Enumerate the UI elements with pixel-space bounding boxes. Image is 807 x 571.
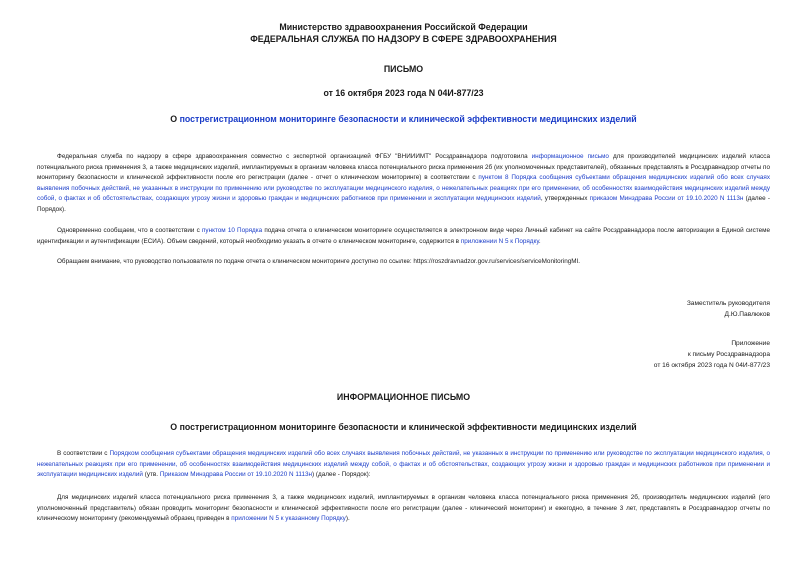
order-procedure-link[interactable]: Порядком сообщения субъектами обращения медицинских изделий обо всех случаях выявления побочных действий, не указанных в инструкции по применению или руководстве по эксплуатации медицинского изделия, о нежелательных реакциях при его применении, об особенностях взаимодействия медицинских изделий между собой, о фактах и об обстоятельствах, создающих угрозу жизни и здоровью граждан и медицинских работников при применении и эксплуатации медицинских изделий	[37, 450, 770, 479]
info-paragraph-2: Для медицинских изделий класса потенциального риска применения 3, а также медицинских изделий, имплантируемых в организм человека класса потенциального риска применения 2б, производитель медицинских изделий (его уполномоченный представитель) обязан проводить мониторинг безопасности и клинической эффективности после его регистрации (далее - клинический мониторинг) и ежегодно, в течение 3 лет, представлять в Росздравнадзор отчеты по клиническому мониторингу (рекомендуемый образец приведен в приложении N 5 к указанному Порядку).	[37, 494, 770, 523]
info-letter-subtitle: О пострегистрационном мониторинге безопасности и клинической эффективности медицинских изделий	[170, 422, 637, 432]
signer-title: Заместитель руководителя	[686, 300, 770, 307]
info-letter-title: ИНФОРМАЦИОННОЕ ПИСЬМО	[336, 392, 471, 402]
info-paragraph-1: В соответствии с Порядком сообщения субъектами обращения медицинских изделий обо всех случаях выявления побочных действий, не указанных в инструкции по применению или руководстве по эксплуатации медицинского изделия, о нежелательных реакциях при его применении, об особенностях взаимодействия медицинских изделий между собой, о фактах и об обстоятельствах, создающих угрозу жизни и здоровью граждан и медицинских работников при применении и эксплуатации медицинских изделий (утв. Приказом Минздрава России от 19.10.2020 N 1113н) (далее - Порядок):	[37, 450, 770, 479]
ministry-name: Министерство здравоохранения Российской Федерации	[279, 22, 528, 32]
letter-paragraph-2: Одновременно сообщаем, что в соответствии с пунктом 10 Порядка подача отчета о клиническом мониторинге осуществляется в электронном виде через Личный кабинет на сайте Росздравнадзора после авторизации в Единой системе идентификации и аутентификации (ЕСИА). Объем сведений, который необходимо указать в отчете о клиническом мониторинге, содержится в приложении N 5 к Порядку.	[37, 227, 771, 245]
subject-link[interactable]: пострегистрационном мониторинге безопасности и клинической эффективности медицинских изделий	[179, 114, 637, 124]
signer-name: Д.Ю.Павлюков	[724, 311, 770, 318]
letter-paragraph-3: Обращаем внимание, что руководство пользователя по подаче отчета о клиническом мониторинге доступно по ссылке: https://roszdravnadzor.gov.ru/services/serviceMonitoringMI.	[57, 258, 581, 265]
document-type: ПИСЬМО	[383, 64, 424, 74]
order-point-10-link[interactable]: пунктом 10 Порядка	[201, 227, 263, 234]
letter-paragraph-1: Федеральная служба по надзору в сфере здравоохранения совместно с экспертной организацией ФГБУ "ВНИИИМТ" Росздравнадзора подготовила информационное письмо для производителей медицинских изделий класса потенциального риска применения 3, а также медицинских изделий, имплантируемых в организм человека класса потенциального риска применения 2б (их уполномоченных представителей), обязанных представлять в Росздравнадзор отчеты по мониторингу безопасности и клинической эффективности после его регистрации (далее - отчет о клиническом мониторинге) в соответствии с пунктом 8 Порядка сообщения субъектами обращения медицинских изделий обо всех случаях выявления побочных действий, не указанных в инструкции по применению или руководстве по эксплуатации медицинского изделия, о нежелательных реакциях при его применении, об особенностях взаимодействия медицинских изделий между собой, о фактах и об обстоятельствах, создающих угрозу жизни и здоровью граждан и медицинских работников при применении и эксплуатации медицинских изделий, утвержденных приказом Минздрава России от 19.10.2020 N 1113н (далее - Порядок).	[37, 153, 770, 213]
document-subject: О пострегистрационном мониторинге безопасности и клинической эффективности медицинских изделий	[170, 114, 637, 124]
order-point-8-link[interactable]: пунктом 8 Порядка сообщения субъектами обращения медицинских изделий обо всех случаях выявления побочных действий, не указанных в инструкции по применению или руководстве по эксплуатации медицинского изделия, о нежелательных реакциях при его применении, об особенностях взаимодействия медицинских изделий между собой, о фактах и об обстоятельствах, создающих угрозу жизни и здоровью граждан и медицинских работников при применении и эксплуатации медицинских изделий	[37, 174, 770, 203]
document-date-number: от 16 октября 2023 года N 04И-877/23	[323, 88, 484, 98]
appendix-label: Приложение	[731, 340, 770, 347]
appendix-5-link[interactable]: приложении N 5 к Порядку	[460, 237, 539, 245]
appendix-to: к письму Росздравнадзора	[687, 351, 770, 358]
appendix-date-number: от 16 октября 2023 года N 04И-877/23	[653, 362, 770, 369]
info-letter-link[interactable]: информационное письмо	[531, 153, 609, 160]
appendix-5-link-2[interactable]: приложении N 5 к указанному Порядку	[231, 515, 346, 523]
service-name: ФЕДЕРАЛЬНАЯ СЛУЖБА ПО НАДЗОРУ В СФЕРЕ ЗДРАВООХРАНЕНИЯ	[250, 34, 557, 44]
order-1113n-link-2[interactable]: Приказом Минздрава России от 19.10.2020 N 1113н	[159, 471, 313, 479]
order-1113n-link[interactable]: приказом Минздрава России от 19.10.2020 N 1113н	[589, 195, 744, 203]
